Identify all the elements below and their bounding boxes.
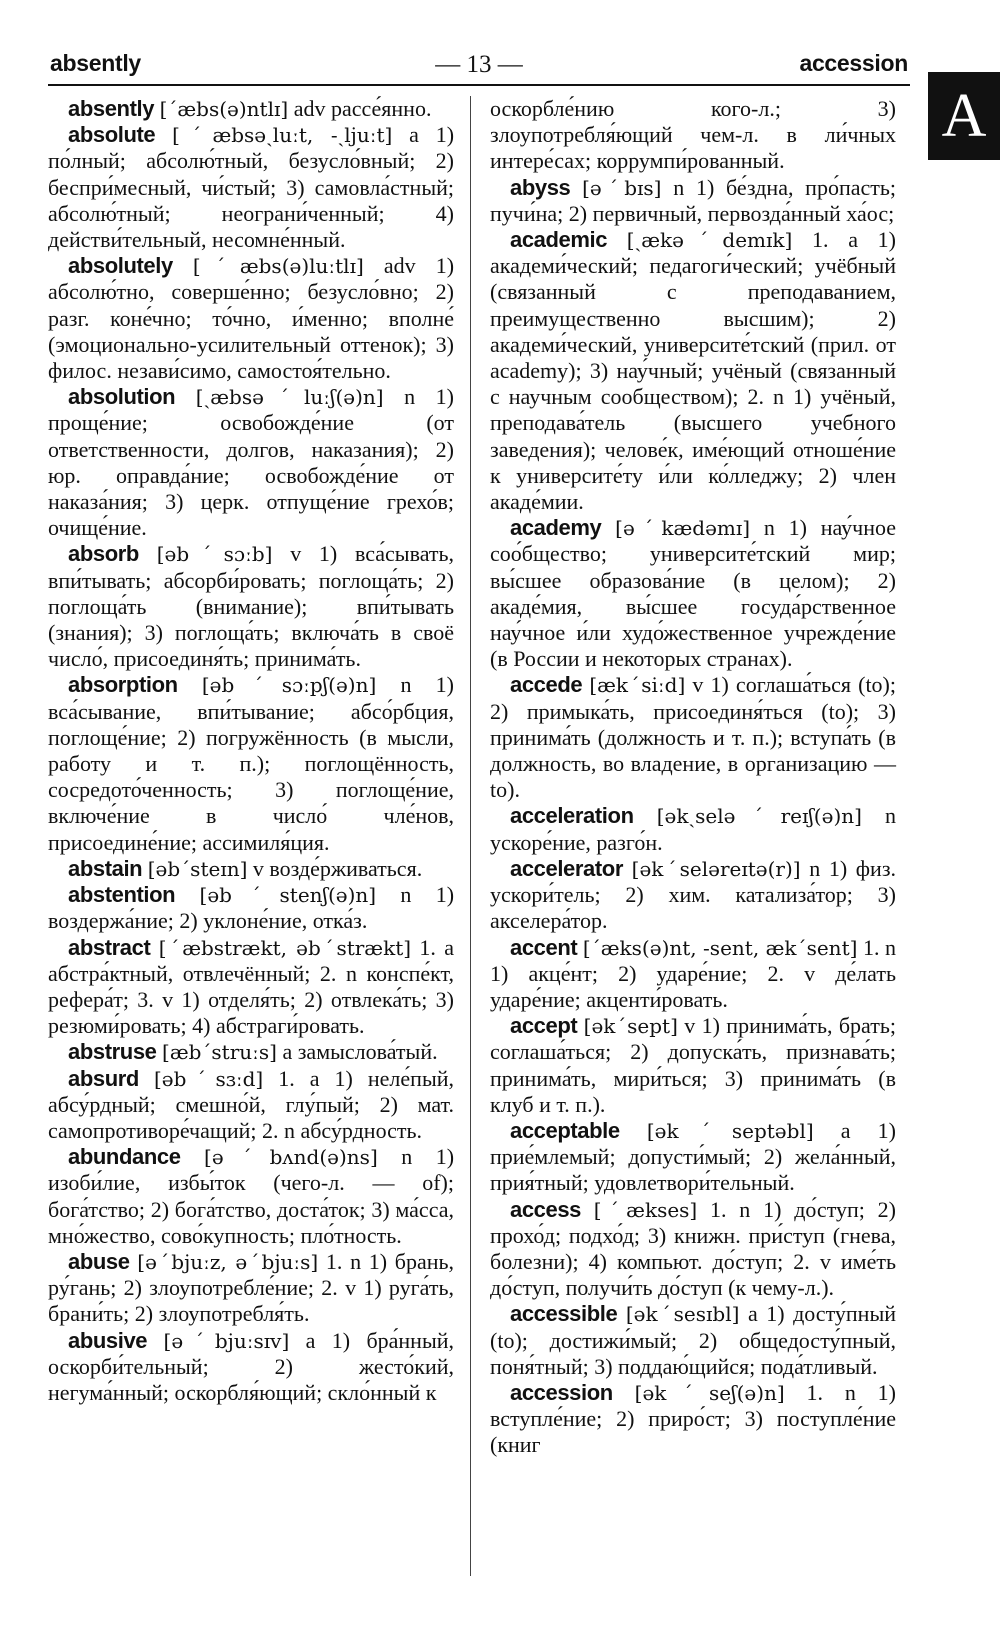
dictionary-column-right	[490, 96, 896, 1459]
entry-headword: accession	[510, 1379, 613, 1405]
entry-definition: n 1) бе́здна, про́пасть; пучи́на; 2) первичный, первозда́нный ха́ос;	[490, 174, 897, 226]
entry-transcription: [əkˏseləˊreɪʃ(ə)n]	[656, 804, 862, 829]
entry-definition: n ускоре́ние, разго́н.	[490, 803, 897, 855]
dictionary-entry	[490, 1197, 896, 1302]
dictionary-entry	[490, 227, 896, 515]
entry-definition: 1. n 1) брань, ру́гань; 2) злоупотребле́ние; 2. v 1) руга́ть, брани́ть; 2) злоупотребля́ть.	[48, 1248, 455, 1327]
guide-word-right: accession	[799, 50, 908, 76]
entry-transcription: [ˊæbstrækt, əbˊstrækt]	[158, 935, 412, 960]
dictionary-entry	[490, 1301, 896, 1380]
dictionary-entry	[48, 122, 454, 253]
entry-definition: 1. a 1) академи́ческий; педагоги́ческий; учёбный (связанный с преподаванием, преимущественно высшим); 2) академи́ческий, университе́тский (прил. от academy); 3) нау́чный; учёный (связанный с научным сообществом); 2. n 1) учёный, преподава́тель (высшего учебного заведения); челове́к, име́ющий отноше́ние к университе́ту и́ли ко́лледжу; 2) член акаде́мии.	[490, 227, 897, 515]
dictionary-entry	[490, 1013, 896, 1118]
entry-transcription: [ˊæks(ə)nt, -sent, ækˊsent]	[582, 935, 858, 960]
entry-headword: academy	[510, 515, 602, 541]
entry-transcription: [əˊkædəmɪ]	[615, 516, 751, 541]
entry-transcription: [əˊbjuːsɪv]	[163, 1328, 290, 1353]
entry-transcription: [ækˊsiːd]	[589, 673, 686, 698]
dictionary-entry	[48, 1249, 454, 1328]
entry-definition: v 1) соглаша́ться (to); 2) примыка́ть, присоединя́ться (to); 3) принима́ть (должность и т. п.); вступа́ть (в должность, во владение, в организацию — to).	[490, 672, 896, 803]
entry-headword: access	[510, 1196, 582, 1222]
dictionary-entry	[48, 1328, 454, 1407]
entry-definition: n 1) физ. ускори́тель; 2) хим. катализа́тор; 3) акселера́тор.	[490, 855, 897, 934]
entry-definition: v 1) вса́сывать, впи́тывать; абсорби́ровать; поглоща́ть; 2) поглоща́ть (внимание); впи́тывать (знания); 3) поглоща́ть; включа́ть в своё число́, присоединя́ть; принима́ть.	[48, 541, 455, 672]
dictionary-entry	[48, 96, 454, 122]
entry-headword: acceleration	[510, 803, 634, 829]
entry-headword: abstruse	[68, 1039, 157, 1065]
entry-transcription: [ˊæbs(ə)luːtlɪ]	[192, 254, 364, 279]
dictionary-entry	[490, 672, 896, 803]
entry-definition: a 1) прие́млемый; допусти́мый; 2) жела́нный, прия́тный; удовлетвори́тельный.	[490, 1117, 896, 1196]
dictionary-entry	[48, 882, 454, 934]
entry-transcription: [əkˊsesɪbl]	[625, 1302, 740, 1327]
dictionary-entry	[490, 175, 896, 227]
entry-definition: a 1) досту́пный (to); достижи́мый; 2) общедосту́пный, поня́тный; 3) поддаю́щийся; пода́тливый.	[490, 1301, 897, 1379]
entry-transcription: [əbˊsɔːpʃ(ə)n]	[201, 673, 377, 698]
entry-headword: absolution	[68, 384, 176, 410]
entry-headword: absurd	[68, 1065, 139, 1091]
entry-headword: absorption	[68, 672, 178, 698]
dictionary-entry	[48, 935, 454, 1040]
entry-transcription: [əkˊseləreɪtə(r)]	[631, 856, 801, 881]
entry-headword: accessible	[510, 1301, 618, 1327]
entry-definition: 1. a абстра́ктный, отвлечённый; 2. n конспе́кт, рефера́т; 3. v 1) отделя́ть; 2) отвлека́ть; 3) резюми́ровать; 4) абстраги́ровать.	[48, 934, 454, 1039]
entry-headword: accelerator	[510, 855, 624, 881]
entry-headword: abuse	[68, 1248, 130, 1274]
dictionary-entry	[48, 856, 454, 882]
entry-headword: abstention	[68, 882, 176, 908]
dictionary-column-left	[48, 96, 454, 1406]
thumb-index-tab: A	[928, 72, 1000, 160]
dictionary-entry	[490, 935, 896, 1014]
entry-headword: absolute	[68, 122, 156, 148]
dictionary-entry	[48, 1066, 454, 1145]
column-divider	[470, 96, 471, 1576]
dictionary-entry	[490, 856, 896, 935]
entry-headword: absolutely	[68, 253, 173, 279]
entry-headword: academic	[510, 227, 608, 253]
entry-definition: a 1) бра́нный, оскорби́тельный; 2) жесто́кий, негума́нный; оскорбля́ющий; скло́нный к	[48, 1327, 455, 1405]
entry-definition: n 1) изоби́лие, избы́ток (чего-л. — of); бога́тство; 2) бога́тство, доста́ток; 3) ма́сса, мно́жество, сово́купность; пло́тность.	[48, 1144, 455, 1248]
dictionary-entry	[490, 1118, 896, 1197]
entry-definition: 1. n 1) вступле́ние; 2) приро́ст; 3) поступле́ние (книг	[490, 1379, 897, 1458]
entry-transcription: [əkˊseptəbl]	[646, 1118, 814, 1143]
dictionary-entry	[48, 253, 454, 384]
entry-headword: absorb	[68, 541, 139, 567]
entry-transcription: [ˏækəˊdemɪk]	[626, 228, 793, 253]
entry-definition: n 1) вса́сывание, впи́тывание; абсо́рбция, поглоще́ние; 2) погружённость (в мысли, работу и т. п.); поглощённость, сосредото́ченность; 3) поглоще́ние, включе́ние в число́ чле́нов, присоедине́ние; ассимиля́ция.	[48, 672, 455, 855]
dictionary-entry	[490, 515, 896, 672]
entry-headword: accede	[510, 672, 583, 698]
dictionary-entry	[48, 541, 454, 672]
entry-definition: 1. a 1) неле́пый, абсу́рдный; смешно́й, глу́пый; 2) мат. самопротиворе́чащий; 2. n абсу́рдность.	[48, 1065, 454, 1143]
entry-definition: a 1) по́лный; абсолю́тный, безусло́вный; 2) беспри́месный, чи́стый; 3) самовла́стный; абсолю́тный; неограни́ченный; 4) действи́тельный, несомне́нный.	[48, 122, 455, 253]
entry-headword: abundance	[68, 1144, 181, 1170]
entry-transcription: [ˊækses]	[593, 1197, 698, 1222]
entry-transcription: [əkˊseʃ(ə)n]	[634, 1380, 785, 1405]
entry-definition: n 1) нау́чное соо́бщество; университе́тский мир; вы́сшее образова́ние (в целом); 2) акаде́мия, вы́сшее госуда́рственное нау́чное и́ли худо́жественное учрежде́ние (в России и некоторых странах).	[490, 515, 897, 672]
dictionary-entry	[490, 1380, 896, 1459]
entry-headword: abyss	[510, 174, 571, 200]
entry-headword: abusive	[68, 1327, 148, 1353]
entry-headword: acceptable	[510, 1117, 620, 1143]
entry-headword: accept	[510, 1013, 578, 1039]
entry-headword: abstract	[68, 934, 151, 960]
entry-headword: abstain	[68, 855, 143, 881]
entry-definition: v 1) принима́ть, брать; соглаша́ться; 2) допуска́ть, признава́ть; принима́ть, мири́ться; 3) принима́ть (в клуб и т. п.).	[490, 1013, 897, 1117]
entry-definition: n 1) воздержа́ние; 2) уклоне́ние, отка́з.	[48, 882, 455, 934]
entry-transcription: [əkˊsept]	[583, 1014, 678, 1039]
entry-definition: a замыслова́тый.	[282, 1039, 438, 1065]
entry-transcription: [əbˊsteɪn]	[147, 856, 248, 881]
dictionary-entry	[490, 803, 896, 855]
dictionary-entry	[48, 672, 454, 855]
entry-definition: adv рассе́янно.	[293, 96, 432, 121]
entry-transcription: [ˊæbs(ə)ntlɪ]	[159, 97, 289, 121]
entry-transcription: [ˏæbsəˊluːʃ(ə)n]	[195, 385, 384, 410]
entry-definition: n 1) проще́ние; освобожде́ние (от ответственности, долгов, наказания); 2) юр. оправда́ние; освобожде́ние от наказа́ния; 3) церк. отпуще́ние грехо́в; очище́ние.	[48, 384, 455, 541]
entry-transcription: [əˊbjuːz, əˊbjuːs]	[137, 1249, 319, 1274]
entry-transcription: [æbˊstruːs]	[162, 1040, 277, 1065]
entry-headword: accent	[510, 934, 578, 960]
entry-transcription: [ˊæbsəˏluːt, -ˏljuːt]	[172, 123, 393, 148]
dictionary-entry	[48, 1144, 454, 1249]
entry-definition: 1. n 1) до́ступ; 2) прохо́д; подхо́д; 3) книжн. при́ступ (гнева, болезни); 4) компьют. до́ступ; 2. v име́ть до́ступ, получи́ть до́ступ (к чему-л.).	[490, 1196, 897, 1301]
page-number: — 13 —	[435, 51, 523, 78]
dictionary-entry	[490, 96, 896, 175]
entry-transcription: [əˊbɪs]	[582, 175, 662, 200]
entry-definition: оскорбле́нию кого-л.; 3) злоупотребля́ющий чем-л. в ли́чных интере́сах; коррумпи́рованный.	[490, 96, 896, 174]
entry-definition: adv 1) абсолю́тно, соверше́нно; безусло́вно; 2) разг. коне́чно; то́чно, и́менно; вполне́ (эмоционально-усилительный оттенок); 3) филос. незави́симо, самостоя́тельно.	[48, 253, 455, 384]
entry-definition: 1. n 1) акце́нт; 2) ударе́ние; 2. v де́лать ударе́ние; акценти́ровать.	[490, 934, 897, 1012]
entry-transcription: [əˊbʌnd(ə)ns]	[204, 1145, 378, 1170]
dictionary-entry	[48, 384, 454, 541]
entry-transcription: [əbˊsɔːb]	[156, 542, 273, 567]
running-header	[48, 50, 910, 86]
dictionary-entry	[48, 1039, 454, 1065]
guide-word-left: absently	[50, 50, 141, 76]
entry-transcription: [əbˊstenʃ(ə)n]	[199, 883, 377, 908]
entry-transcription: [əbˊsɜːd]	[153, 1066, 264, 1091]
entry-definition: v возде́рживаться.	[252, 855, 423, 881]
entry-headword: absently	[68, 96, 155, 121]
